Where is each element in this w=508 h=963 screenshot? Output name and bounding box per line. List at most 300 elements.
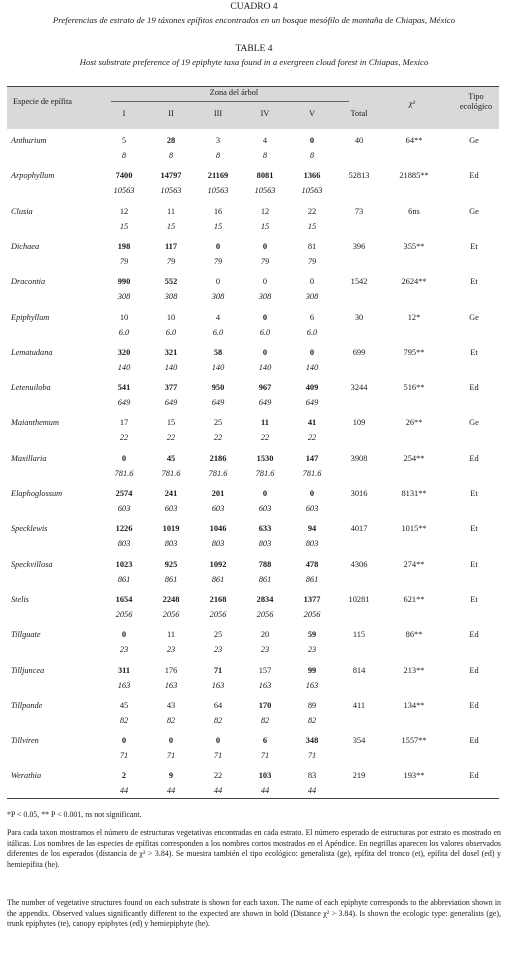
data-table <box>7 86 499 799</box>
expected-value: 82 <box>260 715 270 725</box>
row-chi-square: 134** <box>403 700 425 710</box>
observed-value: 0 <box>262 489 268 498</box>
expected-value: 603 <box>305 504 319 513</box>
observed-value: 1092 <box>209 559 227 569</box>
expected-value: 163 <box>258 680 272 690</box>
expected-value: 140 <box>305 362 319 372</box>
row-eco-type: Et <box>470 347 478 357</box>
row-total: 3016 <box>350 489 368 498</box>
expected-value: 22 <box>119 433 129 443</box>
observed-value: 321 <box>164 347 178 357</box>
expected-value: 803 <box>164 539 178 549</box>
row-eco-type: Et <box>470 277 478 287</box>
row-total: 30 <box>354 312 364 322</box>
species-name: Letenuiloba <box>11 383 51 393</box>
observed-value: 147 <box>305 453 319 463</box>
observed-value: 0 <box>121 630 127 640</box>
expected-value: 79 <box>213 256 223 266</box>
observed-value: 201 <box>211 489 225 498</box>
expected-value: 15 <box>166 221 176 231</box>
expected-value: 8 <box>121 151 127 160</box>
species-name: Tillponde <box>11 700 43 710</box>
header-eco-type: Tipo ecológico <box>459 92 493 111</box>
expected-value: 8 <box>309 151 315 160</box>
header-total: Total <box>350 109 368 118</box>
row-chi-square: 26** <box>405 418 423 428</box>
expected-value: 10563 <box>160 186 182 196</box>
observed-value: 103 <box>258 771 272 781</box>
row-eco-type: Ed <box>469 383 479 393</box>
expected-value: 8 <box>168 151 174 160</box>
row-chi-square: 795** <box>403 347 425 357</box>
expected-value: 781.6 <box>255 468 275 478</box>
expected-value: 781.6 <box>161 468 181 478</box>
observed-value: 0 <box>262 241 268 251</box>
observed-value: 10 <box>119 312 129 322</box>
header-zone-3: III <box>213 109 223 118</box>
observed-value: 83 <box>307 771 317 781</box>
species-name: Specklewis <box>11 524 48 534</box>
expected-value: 140 <box>211 362 225 372</box>
note-spanish: Para cada taxon mostramos el número de estructuras vegetativas encontradas en cada estrato. El número esperado de estructuras por estrato es mostrado en itálicas. Los nombres de las especies de epífitas corresponden a los nombres cortos mostrados en el Apéndice. En negrillas aparecen los valores observados diferentes de los esperados (distancia de χ² > 3.84). Se muestra también el tipo ecológico: generalista (ge), epífita del tronco (et), epífita del dosel (ed) y hemiepífita (he). <box>7 828 501 869</box>
observed-value: 0 <box>309 489 315 498</box>
row-total: 3244 <box>350 383 368 393</box>
table-caption-es: Preferencias de estrato de 19 táxones epífitos encontrados en un bosque mesófilo de montaña de Chiapas, México <box>52 15 456 25</box>
species-name: Arpophyllum <box>11 171 55 181</box>
header-zone-2: II <box>168 109 174 118</box>
expected-value: 2056 <box>209 609 227 619</box>
observed-value: 967 <box>258 383 272 393</box>
observed-value: 99 <box>307 665 317 675</box>
row-total: 109 <box>352 418 366 428</box>
species-name: Tillviren <box>11 736 39 746</box>
expected-value: 82 <box>213 715 223 725</box>
row-total: 1542 <box>350 277 368 287</box>
expected-value: 44 <box>307 786 317 796</box>
observed-value: 4 <box>262 136 268 145</box>
row-total: 3908 <box>350 453 368 463</box>
expected-value: 6.0 <box>259 327 271 337</box>
species-name: Tillguate <box>11 630 41 640</box>
table-row <box>7 623 499 661</box>
expected-value: 23 <box>260 645 270 655</box>
observed-value: 0 <box>262 347 268 357</box>
expected-value: 23 <box>307 645 317 655</box>
expected-value: 23 <box>119 645 129 655</box>
expected-value: 649 <box>164 398 178 408</box>
observed-value: 15 <box>166 418 176 428</box>
expected-value: 23 <box>166 645 176 655</box>
row-total: 814 <box>352 665 366 675</box>
observed-value: 1366 <box>303 171 321 181</box>
expected-value: 781.6 <box>208 468 228 478</box>
species-name: Werathia <box>11 771 42 781</box>
observed-value: 25 <box>213 630 223 640</box>
row-chi-square: 6ns <box>408 206 420 216</box>
observed-value: 17 <box>119 418 129 428</box>
table-row <box>7 341 499 379</box>
observed-value: 788 <box>258 559 272 569</box>
expected-value: 22 <box>307 433 317 443</box>
row-chi-square: 274** <box>403 559 425 569</box>
observed-value: 241 <box>164 489 178 498</box>
observed-value: 45 <box>119 700 129 710</box>
observed-value: 1377 <box>303 594 321 604</box>
expected-value: 23 <box>213 645 223 655</box>
table-row <box>7 482 499 520</box>
expected-value: 163 <box>117 680 131 690</box>
expected-value: 71 <box>307 751 317 761</box>
expected-value: 308 <box>258 292 272 302</box>
header-zone-1: I <box>122 109 126 118</box>
row-eco-type: Ed <box>469 736 479 746</box>
expected-value: 861 <box>305 574 319 584</box>
row-chi-square: 516** <box>403 383 425 393</box>
row-eco-type: Ed <box>469 700 479 710</box>
table-row <box>7 129 499 167</box>
observed-value: 633 <box>258 524 272 534</box>
expected-value: 140 <box>164 362 178 372</box>
observed-value: 20 <box>260 630 270 640</box>
expected-value: 6.0 <box>306 327 318 337</box>
observed-value: 1046 <box>209 524 227 534</box>
expected-value: 140 <box>117 362 131 372</box>
observed-value: 1023 <box>115 559 133 569</box>
row-total: 115 <box>352 630 366 640</box>
row-eco-type: Ed <box>469 171 479 181</box>
table-row <box>7 553 499 591</box>
expected-value: 10563 <box>301 186 323 196</box>
row-total: 219 <box>352 771 366 781</box>
expected-value: 163 <box>305 680 319 690</box>
row-total: 4306 <box>350 559 368 569</box>
observed-value: 478 <box>305 559 319 569</box>
header-zone: Zona del árbol <box>209 88 259 97</box>
observed-value: 3 <box>215 136 221 145</box>
expected-value: 82 <box>119 715 129 725</box>
observed-value: 2574 <box>115 489 133 498</box>
observed-value: 990 <box>117 277 131 287</box>
species-name: Maxillaria <box>11 453 47 463</box>
header-species: Especie de epífita <box>13 97 72 106</box>
expected-value: 2056 <box>303 609 321 619</box>
expected-value: 44 <box>213 786 223 796</box>
observed-value: 21169 <box>207 171 229 181</box>
expected-value: 79 <box>119 256 129 266</box>
species-name: Elaphoglossum <box>11 489 63 498</box>
row-eco-type: Ge <box>469 312 479 322</box>
observed-value: 94 <box>307 524 317 534</box>
header-zone-5: V <box>309 109 315 118</box>
table-row <box>7 764 499 802</box>
expected-value: 6.0 <box>118 327 130 337</box>
expected-value: 6.0 <box>212 327 224 337</box>
observed-value: 58 <box>213 347 223 357</box>
header-chi-square: χ² <box>408 99 416 108</box>
observed-value: 311 <box>117 665 131 675</box>
row-eco-type: Et <box>470 241 478 251</box>
table-heading-es: CUADRO 4 <box>230 2 278 12</box>
significance-note: *P < 0.05, ** P < 0.001, ns not significant. <box>7 810 142 819</box>
row-eco-type: Ed <box>469 665 479 675</box>
row-eco-type: Ge <box>469 206 479 216</box>
header-zone-4: IV <box>260 109 270 118</box>
observed-value: 0 <box>121 736 127 746</box>
observed-value: 11 <box>166 630 176 640</box>
expected-value: 44 <box>166 786 176 796</box>
observed-value: 0 <box>262 312 268 322</box>
observed-value: 5 <box>121 136 127 145</box>
row-total: 4017 <box>350 524 368 534</box>
expected-value: 603 <box>164 504 178 513</box>
expected-value: 649 <box>258 398 272 408</box>
species-name: Anthurium <box>11 136 47 145</box>
observed-value: 0 <box>215 241 221 251</box>
expected-value: 22 <box>166 433 176 443</box>
observed-value: 2248 <box>162 594 180 604</box>
expected-value: 308 <box>117 292 131 302</box>
observed-value: 1019 <box>162 524 180 534</box>
observed-value: 41 <box>307 418 317 428</box>
observed-value: 22 <box>307 206 317 216</box>
observed-value: 2186 <box>209 453 227 463</box>
row-eco-type: Ge <box>469 418 479 428</box>
row-eco-type: Ed <box>469 453 479 463</box>
observed-value: 2834 <box>256 594 274 604</box>
row-total: 699 <box>352 347 366 357</box>
expected-value: 10563 <box>207 186 229 196</box>
expected-value: 71 <box>260 751 270 761</box>
observed-value: 157 <box>258 665 272 675</box>
expected-value: 163 <box>164 680 178 690</box>
table-row <box>7 517 499 555</box>
row-chi-square: 21885** <box>399 171 429 181</box>
table-row <box>7 270 499 308</box>
observed-value: 25 <box>213 418 223 428</box>
expected-value: 15 <box>213 221 223 231</box>
species-name: Epiphyllum <box>11 312 50 322</box>
observed-value: 0 <box>121 453 127 463</box>
expected-value: 8 <box>262 151 268 160</box>
expected-value: 15 <box>307 221 317 231</box>
row-chi-square: 213** <box>403 665 425 675</box>
expected-value: 44 <box>119 786 129 796</box>
observed-value: 409 <box>305 383 319 393</box>
row-eco-type: Et <box>470 489 478 498</box>
expected-value: 803 <box>117 539 131 549</box>
row-chi-square: 8131** <box>401 489 427 498</box>
table-row <box>7 694 499 732</box>
expected-value: 71 <box>213 751 223 761</box>
row-eco-type: Et <box>470 559 478 569</box>
expected-value: 79 <box>307 256 317 266</box>
row-chi-square: 254** <box>403 453 425 463</box>
expected-value: 71 <box>166 751 176 761</box>
expected-value: 861 <box>211 574 225 584</box>
table-row <box>7 306 499 344</box>
note-english: The number of vegetative structures found on each substrate is shown for each taxon. The name of each epiphyte corresponds to the abbreviation shown in the appendix. Observed values significantly different to the expected are shown in bold (Distance χ² > 3.84). Is shown the ecologic type: generalists (ge), trunk epiphytes (te), canopy epiphytes (ed) y hemiepiphyte (he). <box>7 898 501 928</box>
expected-value: 803 <box>305 539 319 549</box>
observed-value: 0 <box>309 136 315 145</box>
observed-value: 1654 <box>115 594 133 604</box>
expected-value: 44 <box>260 786 270 796</box>
observed-value: 0 <box>309 347 315 357</box>
table-header <box>7 87 499 129</box>
observed-value: 1226 <box>115 524 133 534</box>
observed-value: 8081 <box>256 171 274 181</box>
expected-value: 603 <box>117 504 131 513</box>
expected-value: 6.0 <box>165 327 177 337</box>
row-eco-type: Et <box>470 524 478 534</box>
table-row <box>7 376 499 414</box>
observed-value: 89 <box>307 700 317 710</box>
table-heading-en: TABLE 4 <box>235 44 273 54</box>
row-chi-square: 1557** <box>401 736 427 746</box>
expected-value: 79 <box>166 256 176 266</box>
row-eco-type: Ed <box>469 771 479 781</box>
observed-value: 9 <box>168 771 174 781</box>
expected-value: 803 <box>258 539 272 549</box>
table-row <box>7 588 499 626</box>
observed-value: 12 <box>119 206 129 216</box>
species-name: Clusia <box>11 206 33 216</box>
expected-value: 649 <box>211 398 225 408</box>
expected-value: 82 <box>166 715 176 725</box>
expected-value: 603 <box>258 504 272 513</box>
observed-value: 11 <box>166 206 176 216</box>
observed-value: 4 <box>215 312 221 322</box>
expected-value: 861 <box>117 574 131 584</box>
expected-value: 8 <box>215 151 221 160</box>
row-total: 40 <box>354 136 364 145</box>
observed-value: 0 <box>309 277 315 287</box>
table-row <box>7 200 499 238</box>
expected-value: 308 <box>164 292 178 302</box>
expected-value: 10563 <box>113 186 135 196</box>
observed-value: 198 <box>117 241 131 251</box>
observed-value: 43 <box>166 700 176 710</box>
row-total: 73 <box>354 206 364 216</box>
expected-value: 82 <box>307 715 317 725</box>
species-name: Dichaea <box>11 241 40 251</box>
row-chi-square: 2624** <box>401 277 427 287</box>
row-eco-type: Ge <box>469 136 479 145</box>
expected-value: 140 <box>258 362 272 372</box>
observed-value: 541 <box>117 383 131 393</box>
species-name: Maianthemum <box>11 418 59 428</box>
observed-value: 348 <box>305 736 319 746</box>
row-total: 10281 <box>348 594 370 604</box>
table-row <box>7 659 499 697</box>
table-row <box>7 729 499 767</box>
observed-value: 16 <box>213 206 223 216</box>
table-caption-en: Host substrate preference of 19 epiphyte taxa found in a evergreen cloud forest in Chiapas, Mexico <box>79 57 429 67</box>
observed-value: 10 <box>166 312 176 322</box>
observed-value: 59 <box>307 630 317 640</box>
observed-value: 1530 <box>256 453 274 463</box>
expected-value: 603 <box>211 504 225 513</box>
row-chi-square: 193** <box>403 771 425 781</box>
observed-value: 7400 <box>115 171 133 181</box>
observed-value: 81 <box>307 241 317 251</box>
expected-value: 781.6 <box>302 468 322 478</box>
species-name: Tilljuncea <box>11 665 45 675</box>
observed-value: 377 <box>164 383 178 393</box>
expected-value: 781.6 <box>114 468 134 478</box>
expected-value: 649 <box>305 398 319 408</box>
species-name: Speckvillosa <box>11 559 53 569</box>
row-chi-square: 621** <box>403 594 425 604</box>
observed-value: 6 <box>262 736 268 746</box>
expected-value: 163 <box>211 680 225 690</box>
expected-value: 22 <box>260 433 270 443</box>
expected-value: 803 <box>211 539 225 549</box>
observed-value: 0 <box>168 736 174 746</box>
observed-value: 320 <box>117 347 131 357</box>
expected-value: 861 <box>258 574 272 584</box>
row-total: 354 <box>352 736 366 746</box>
expected-value: 10563 <box>254 186 276 196</box>
row-chi-square: 1015** <box>401 524 427 534</box>
observed-value: 925 <box>164 559 178 569</box>
observed-value: 552 <box>164 277 178 287</box>
expected-value: 308 <box>211 292 225 302</box>
observed-value: 45 <box>166 453 176 463</box>
row-total: 396 <box>352 241 366 251</box>
observed-value: 6 <box>309 312 315 322</box>
observed-value: 176 <box>164 665 178 675</box>
expected-value: 2056 <box>162 609 180 619</box>
row-chi-square: 86** <box>405 630 423 640</box>
expected-value: 79 <box>260 256 270 266</box>
expected-value: 861 <box>164 574 178 584</box>
expected-value: 2056 <box>115 609 133 619</box>
observed-value: 117 <box>164 241 178 251</box>
table-row <box>7 235 499 273</box>
expected-value: 15 <box>260 221 270 231</box>
expected-value: 2056 <box>256 609 274 619</box>
table-row <box>7 164 499 202</box>
observed-value: 71 <box>213 665 223 675</box>
observed-value: 22 <box>213 771 223 781</box>
row-chi-square: 12* <box>407 312 421 322</box>
observed-value: 0 <box>215 736 221 746</box>
row-eco-type: Ed <box>469 630 479 640</box>
observed-value: 14797 <box>160 171 182 181</box>
observed-value: 2168 <box>209 594 227 604</box>
row-total: 411 <box>352 700 366 710</box>
observed-value: 950 <box>211 383 225 393</box>
expected-value: 22 <box>213 433 223 443</box>
expected-value: 15 <box>119 221 129 231</box>
species-name: Dracontia <box>11 277 46 287</box>
row-chi-square: 355** <box>403 241 425 251</box>
row-eco-type: Et <box>470 594 478 604</box>
observed-value: 0 <box>262 277 268 287</box>
observed-value: 12 <box>260 206 270 216</box>
observed-value: 0 <box>215 277 221 287</box>
row-chi-square: 64** <box>405 136 423 145</box>
observed-value: 28 <box>166 136 176 145</box>
expected-value: 649 <box>117 398 131 408</box>
observed-value: 11 <box>261 418 269 428</box>
species-name: Lematudana <box>11 347 53 357</box>
observed-value: 170 <box>258 700 272 710</box>
expected-value: 71 <box>119 751 129 761</box>
expected-value: 308 <box>305 292 319 302</box>
table-row <box>7 447 499 485</box>
table-row <box>7 411 499 449</box>
